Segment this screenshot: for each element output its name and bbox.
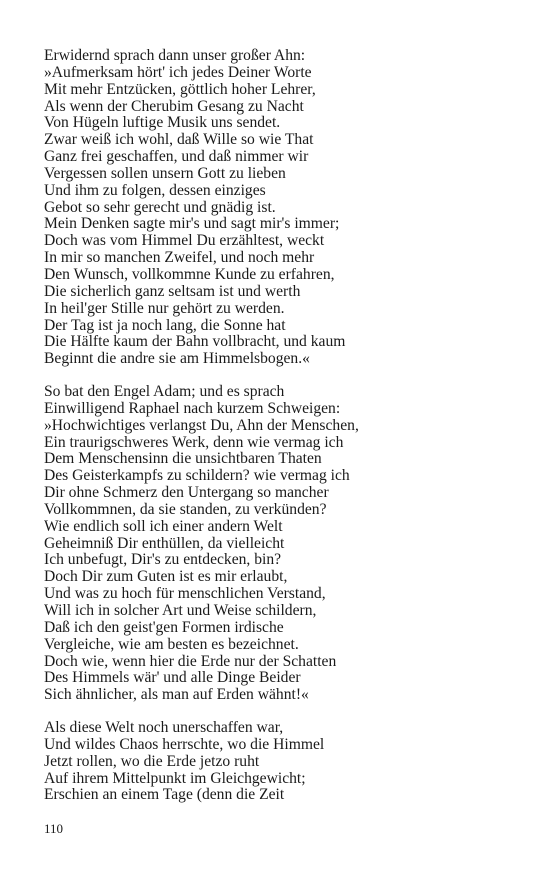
verse-line: Doch Dir zum Guten ist es mir erlaubt, [44,568,288,586]
verse-line: Zwar weiß ich wohl, daß Wille so wie That [44,131,314,149]
verse-line: Erwidernd sprach dann unser großer Ahn: [44,47,306,64]
poem-text [44,48,524,804]
verse-line: So bat den Engel Adam; und es sprach [44,383,285,401]
verse-line: Vergleiche, wie am besten es bezeichnet. [44,635,299,653]
verse-line: Den Wunsch, vollkommne Kunde zu erfahren, [44,265,335,283]
page-number: 110 [44,821,64,836]
verse-line: Geheimniß Dir enthüllen, da vielleicht [44,534,285,552]
verse-line: Von Hügeln luftige Musik uns sendet. [44,114,281,132]
verse-line: Ein traurigschweres Werk, denn wie vermag ich [44,433,344,451]
verse-line: »Hochwichtiges verlangst Du, Ahn der Menschen, [44,416,359,434]
stanza-2 [44,384,524,704]
verse-line: Doch wie, wenn hier die Erde nur der Schatten [44,652,337,670]
verse-line: Ich unbefugt, Dir's zu entdecken, bin? [44,551,282,569]
verse-line: In mir so manchen Zweifel, und noch mehr [44,249,315,267]
verse-line: Dem Menschensinn die unsichtbaren Thaten [44,450,322,468]
verse-line: Doch was vom Himmel Du erzähltest, weckt [44,232,325,250]
verse-line: Die sicherlich ganz seltsam ist und werth [44,282,301,300]
verse-line: Daß ich den geist'gen Formen irdische [44,618,284,636]
verse-line: Ganz frei geschaffen, und daß nimmer wir [44,148,309,166]
stanza-1 [44,48,524,368]
verse-line: Des Geisterkampfs zu schildern? wie vermag ich [44,467,350,485]
verse-line: Beginnt die andre sie am Himmelsbogen.« [44,350,310,368]
verse-line: Als wenn der Cherubim Gesang zu Nacht [44,97,304,115]
verse-line: Mein Denken sagte mir's und sagt mir's immer; [44,215,340,233]
verse-line: Vollkommnen, da sie standen, zu verkünden? [44,500,327,518]
verse-line: In heil'ger Stille nur gehört zu werden. [44,299,285,317]
verse-line: Sich ähnlicher, als man auf Erden wähnt!« [44,686,309,704]
verse-line: Vergessen sollen unsern Gott zu lieben [44,164,286,182]
verse-line: Will ich in solcher Art und Weise schildern, [44,602,317,619]
verse-line: Erschien an einem Tage (denn die Zeit [44,786,285,804]
verse-line: »Aufmerksam hört' ich jedes Deiner Worte [44,63,312,81]
verse-line: Mit mehr Entzücken, göttlich hoher Lehrer, [44,80,316,98]
verse-line: Die Hälfte kaum der Bahn vollbracht, und kaum [44,333,346,351]
verse-line: Gebot so sehr gerecht und gnädig ist. [44,198,276,216]
verse-line: Und wildes Chaos herrschte, wo die Himmel [44,735,325,753]
verse-line: Der Tag ist ja noch lang, die Sonne hat [44,316,286,334]
verse-line: Auf ihrem Mittelpunkt im Gleichgewicht; [44,769,306,787]
stanza-3 [44,720,524,804]
verse-line: Einwilligend Raphael nach kurzem Schweigen: [44,399,341,417]
verse-line: Des Himmels wär' und alle Dinge Beider [44,669,301,687]
verse-line: Wie endlich soll ich einer andern Welt [44,517,283,535]
verse-line: Jetzt rollen, wo die Erde jetzo ruht [44,752,260,770]
verse-line: Dir ohne Schmerz den Untergang so mancher [44,484,329,502]
verse-line: Und ihm zu folgen, dessen einziges [44,181,266,199]
verse-line: Als diese Welt noch unerschaffen war, [44,719,284,737]
verse-line: Und was zu hoch für menschlichen Verstand, [44,585,326,603]
